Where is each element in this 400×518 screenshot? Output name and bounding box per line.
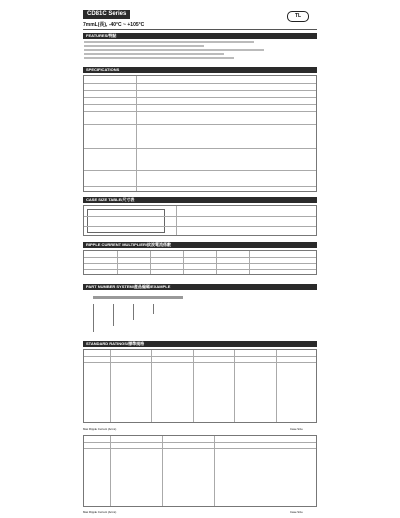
brand-logo: TL xyxy=(287,11,309,22)
series-subtitle: 7mmL(長), -40°C ~ +105°C xyxy=(83,22,145,28)
ripple-section-header xyxy=(83,242,317,248)
part-number-title: PART NUMBER SYSTEM/產品編碼/EXAMPLE xyxy=(86,284,171,289)
feature-line xyxy=(84,41,254,43)
part-number-diagram xyxy=(83,292,317,338)
series-badge: CD81C Series xyxy=(83,10,130,19)
feature-line xyxy=(84,45,204,47)
footnote-ripple-1: Max Ripple Current (Arms) xyxy=(83,427,117,431)
specifications-title: SPECIFICATIONS xyxy=(86,67,120,72)
specifications-section-header xyxy=(83,67,317,73)
ratings-title: STANDARD RATINGS/標準規格 xyxy=(86,341,145,346)
ripple-title: RIPPLE CURRENT MULTIPLIER/紋波電流係數 xyxy=(86,242,172,247)
footnote-ripple-2: Max Ripple Current (Arms) xyxy=(83,510,117,514)
case-size-section-header xyxy=(83,197,317,203)
specifications-table xyxy=(83,75,317,192)
footnote-case-1: Case Size xyxy=(290,427,303,431)
features-section-header xyxy=(83,33,317,39)
ratings-table-2 xyxy=(83,435,317,507)
feature-line xyxy=(84,49,264,51)
ratings-section-header xyxy=(83,341,317,347)
feature-line xyxy=(84,57,234,59)
capacitor-diagram xyxy=(87,209,165,233)
features-title: FEATURES/特點 xyxy=(86,33,117,38)
ratings-table-1 xyxy=(83,349,317,423)
case-size-table xyxy=(83,205,317,236)
footnote-case-2: Case Size xyxy=(290,510,303,514)
header-rule xyxy=(83,29,317,30)
feature-line xyxy=(84,53,224,55)
ripple-multiplier-table xyxy=(83,250,317,275)
part-number-section-header xyxy=(83,284,317,290)
case-size-title: CASE SIZE TABLE/尺寸表 xyxy=(86,197,135,202)
